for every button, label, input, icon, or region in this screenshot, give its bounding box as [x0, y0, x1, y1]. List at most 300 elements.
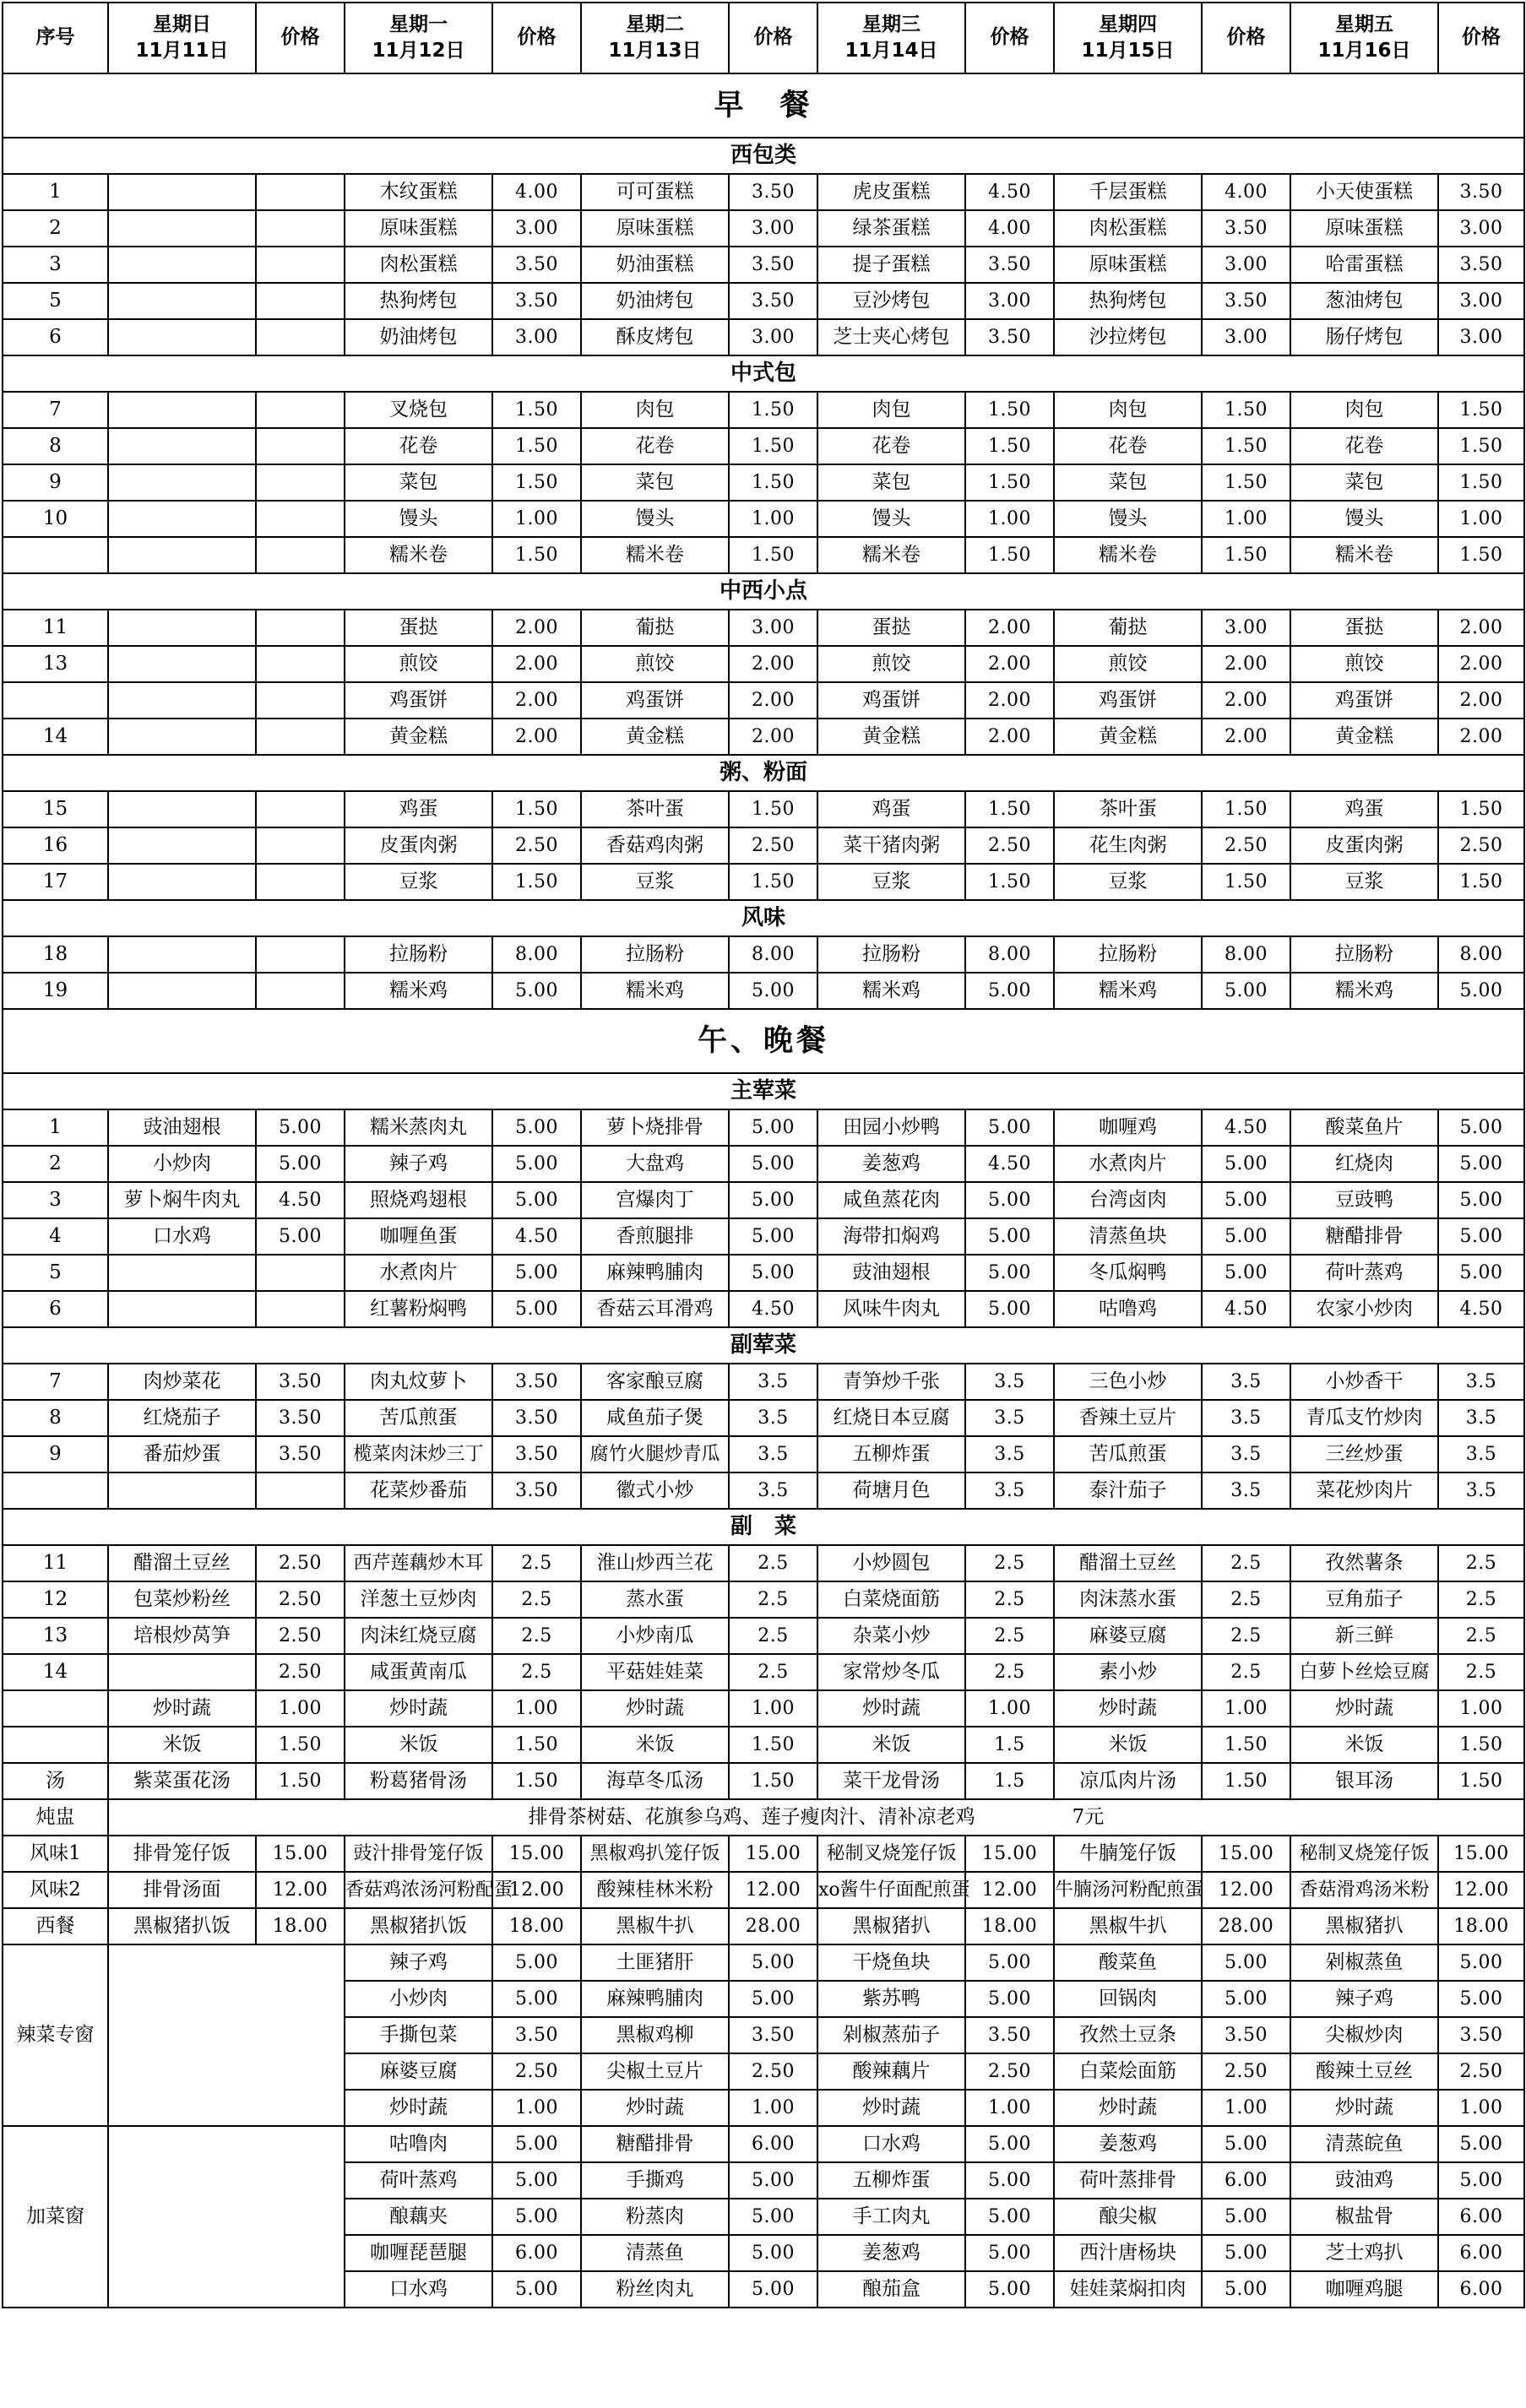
dish-cell-day2: 海草冬瓜汤 [581, 1763, 729, 1799]
price-cell-day1: 3.50 [492, 1472, 581, 1509]
price-cell-day3: 3.5 [965, 1364, 1054, 1400]
dish-cell-day1: 肉丸炆萝卜 [345, 1364, 492, 1400]
row-number: 4 [3, 1218, 108, 1255]
dish-cell-day5: 红烧肉 [1290, 1146, 1438, 1182]
group-title-row [3, 1073, 1524, 1109]
price-cell-day1: 5.00 [492, 2126, 581, 2162]
row-number: 14 [3, 1654, 108, 1690]
dish-cell-day1: 辣子鸡 [345, 1944, 492, 1981]
dish-cell-day4: 泰汁茄子 [1054, 1472, 1202, 1509]
price-cell-day1: 5.00 [492, 1109, 581, 1146]
dish-cell-day2: 炒时蔬 [581, 2090, 729, 2126]
price-cell-day3: 2.5 [965, 1618, 1054, 1654]
menu-row [3, 428, 1524, 464]
dish-cell-day4: 肉松蛋糕 [1054, 210, 1202, 247]
price-cell-day1: 3.50 [492, 283, 581, 319]
dish-cell-day0 [108, 210, 256, 247]
dish-cell-day4: 沙拉烤包 [1054, 319, 1202, 355]
dish-cell-day4: 肉包 [1054, 392, 1202, 428]
dish-cell-day1: 肉松蛋糕 [345, 247, 492, 283]
row-number: 11 [3, 610, 108, 646]
price-cell-day0 [256, 501, 345, 537]
dish-cell-day3: 口水鸡 [817, 2126, 965, 2162]
dish-cell-day5: 煎饺 [1290, 646, 1438, 682]
dish-cell-day5: 椒盐骨 [1290, 2199, 1438, 2235]
price-cell-day1: 5.00 [492, 2199, 581, 2235]
breakfast-title-row [3, 73, 1524, 138]
price-cell-day4: 2.5 [1202, 1581, 1290, 1618]
price-cell-day0 [256, 973, 345, 1009]
header-price-4: 价格 [1202, 3, 1290, 73]
price-cell-day0 [256, 537, 345, 573]
price-cell-day5: 6.00 [1438, 2271, 1524, 2308]
menu-row [3, 1291, 1524, 1327]
dish-cell-day5: 白萝卜丝烩豆腐 [1290, 1654, 1438, 1690]
price-cell-day2: 1.50 [729, 537, 817, 573]
dish-cell-day1: 奶油烤包 [345, 319, 492, 355]
dish-cell-day1: 小炒肉 [345, 1981, 492, 2017]
dish-cell-day5: 哈雷蛋糕 [1290, 247, 1438, 283]
dish-cell-day2: 馒头 [581, 501, 729, 537]
price-cell-day4: 4.50 [1202, 1291, 1290, 1327]
dish-cell-day5: 豆豉鸭 [1290, 1182, 1438, 1218]
dish-cell-day2: 米饭 [581, 1727, 729, 1763]
dish-cell-day0: 包菜炒粉丝 [108, 1581, 256, 1618]
dish-cell-day0: 培根炒莴笋 [108, 1618, 256, 1654]
dish-cell-day2: 黑椒鸡扒笼仔饭 [581, 1836, 729, 1872]
price-cell-day2: 1.00 [729, 501, 817, 537]
price-cell-day0: 5.00 [256, 1218, 345, 1255]
price-cell-day1: 2.5 [492, 1581, 581, 1618]
dish-cell-day0 [108, 464, 256, 501]
dish-cell-day4: 酿尖椒 [1054, 2199, 1202, 2235]
price-cell-day3: 3.5 [965, 1472, 1054, 1509]
price-cell-day2: 5.00 [729, 2199, 817, 2235]
dish-cell-day4: 葡挞 [1054, 610, 1202, 646]
dish-cell-day1: 咖喱琵琶腿 [345, 2235, 492, 2271]
dish-cell-day4: 姜葱鸡 [1054, 2126, 1202, 2162]
price-cell-day2: 2.00 [729, 719, 817, 755]
price-cell-day1: 2.5 [492, 1618, 581, 1654]
group-title: 风味 [3, 900, 1524, 936]
row-number: 1 [3, 174, 108, 210]
dish-cell-day4: 牛腩笼仔饭 [1054, 1836, 1202, 1872]
dish-cell-day2: 黄金糕 [581, 719, 729, 755]
menu-row [3, 464, 1524, 501]
dish-cell-day4: 拉肠粉 [1054, 936, 1202, 973]
dish-cell-day3: 田园小炒鸭 [817, 1109, 965, 1146]
dish-cell-day1: 热狗烤包 [345, 283, 492, 319]
menu-row [3, 827, 1524, 864]
day-date: 11月16日 [1317, 40, 1411, 62]
price-cell-day0: 3.50 [256, 1364, 345, 1400]
day-name: 星期四 [1099, 13, 1157, 35]
dish-cell-day4: 咖喱鸡 [1054, 1109, 1202, 1146]
dish-cell-day5: 香菇滑鸡汤米粉 [1290, 1872, 1438, 1908]
price-cell-day5: 3.00 [1438, 210, 1524, 247]
price-cell-day4: 2.00 [1202, 646, 1290, 682]
dish-cell-day1: 辣子鸡 [345, 1146, 492, 1182]
dish-cell-day5: 黑椒猪扒 [1290, 1908, 1438, 1944]
dish-cell-day5: 馒头 [1290, 501, 1438, 537]
price-cell-day3: 15.00 [965, 1836, 1054, 1872]
price-cell-day1: 1.50 [492, 791, 581, 827]
price-cell-day0 [256, 392, 345, 428]
header-day-4 [1054, 3, 1202, 73]
price-cell-day5: 1.50 [1438, 464, 1524, 501]
menu-row [3, 392, 1524, 428]
price-cell-day4: 3.5 [1202, 1472, 1290, 1509]
dish-cell-day1: 香菇鸡浓汤河粉配蛋 [345, 1872, 492, 1908]
group-title-row [3, 138, 1524, 174]
price-cell-day0 [256, 1291, 345, 1327]
day-name: 星期三 [862, 13, 920, 35]
price-cell-day1: 12.00 [492, 1872, 581, 1908]
row-number: 8 [3, 1400, 108, 1436]
dish-cell-day3: 花卷 [817, 428, 965, 464]
price-cell-day3: 5.00 [965, 2235, 1054, 2271]
price-cell-day5: 3.5 [1438, 1436, 1524, 1472]
price-cell-day1: 2.5 [492, 1654, 581, 1690]
dish-cell-day4: 西汁唐杨块 [1054, 2235, 1202, 2271]
row-number: 16 [3, 827, 108, 864]
dish-cell-day1: 麻婆豆腐 [345, 2053, 492, 2090]
price-cell-day1: 2.00 [492, 682, 581, 719]
price-cell-day0: 2.50 [256, 1618, 345, 1654]
dish-cell-day1: 西芹莲藕炒木耳 [345, 1545, 492, 1581]
day-date: 11月11日 [135, 40, 229, 62]
price-cell-day2: 5.00 [729, 1218, 817, 1255]
dish-cell-day5: 青瓜支竹炒肉 [1290, 1400, 1438, 1436]
header-day-5 [1290, 3, 1438, 73]
dish-cell-day3: 蛋挞 [817, 610, 965, 646]
price-cell-day0: 1.00 [256, 1690, 345, 1727]
dish-cell-day3: 剁椒蒸茄子 [817, 2017, 965, 2053]
group-title-row [3, 900, 1524, 936]
dish-cell-day5: 剁椒蒸鱼 [1290, 1944, 1438, 1981]
price-cell-day3: 4.00 [965, 210, 1054, 247]
row-number [3, 537, 108, 573]
spicy-window-label: 辣菜专窗 [3, 1944, 108, 2126]
dish-cell-day0 [108, 428, 256, 464]
menu-row [3, 283, 1524, 319]
dish-cell-day2: 宫爆肉丁 [581, 1182, 729, 1218]
dish-cell-day5: 菜包 [1290, 464, 1438, 501]
dish-cell-day2: 土匪猪肝 [581, 1944, 729, 1981]
row-number: 17 [3, 864, 108, 900]
price-cell-day1: 4.00 [492, 174, 581, 210]
dish-cell-day1: 荷叶蒸鸡 [345, 2162, 492, 2199]
day-name: 星期二 [626, 13, 684, 35]
price-cell-day2: 6.00 [729, 2126, 817, 2162]
dish-cell-day0: 红烧茄子 [108, 1400, 256, 1436]
group-title: 粥、粉面 [3, 755, 1524, 791]
dish-cell-day3: 肉包 [817, 392, 965, 428]
dish-cell-day0 [108, 501, 256, 537]
group-title: 西包类 [3, 138, 1524, 174]
price-cell-day2: 8.00 [729, 936, 817, 973]
dish-cell-day4: 台湾卤肉 [1054, 1182, 1202, 1218]
dish-cell-day5: 糯米鸡 [1290, 973, 1438, 1009]
row-number: 12 [3, 1581, 108, 1618]
dish-cell-day4: 清蒸鱼块 [1054, 1218, 1202, 1255]
price-cell-day4: 1.50 [1202, 428, 1290, 464]
menu-row [3, 1364, 1524, 1400]
price-cell-day4: 2.00 [1202, 682, 1290, 719]
dish-cell-day5: 酸辣土豆丝 [1290, 2053, 1438, 2090]
dish-cell-day2: 平菇娃娃菜 [581, 1654, 729, 1690]
price-cell-day5: 4.50 [1438, 1291, 1524, 1327]
menu-row [3, 1400, 1524, 1436]
price-cell-day5: 5.00 [1438, 1109, 1524, 1146]
dish-cell-day0: 米饭 [108, 1727, 256, 1763]
dish-cell-day4: 素小炒 [1054, 1654, 1202, 1690]
dish-cell-day5: 菜花炒肉片 [1290, 1472, 1438, 1509]
row-number: 3 [3, 247, 108, 283]
dish-cell-day3: 姜葱鸡 [817, 2235, 965, 2271]
price-cell-day4: 3.50 [1202, 283, 1290, 319]
group-title: 中式包 [3, 355, 1524, 392]
dish-cell-day2: 奶油蛋糕 [581, 247, 729, 283]
dish-cell-day0 [108, 283, 256, 319]
price-cell-day1: 5.00 [492, 1944, 581, 1981]
price-cell-day2: 3.00 [729, 210, 817, 247]
group-title-row [3, 1327, 1524, 1364]
dish-cell-day2: 香煎腿排 [581, 1218, 729, 1255]
dish-cell-day5: 糖醋排骨 [1290, 1218, 1438, 1255]
dish-cell-day4: 煎饺 [1054, 646, 1202, 682]
price-cell-day4: 2.5 [1202, 1618, 1290, 1654]
dish-cell-day1: 粉葛猪骨汤 [345, 1763, 492, 1799]
dish-cell-day2: 拉肠粉 [581, 936, 729, 973]
price-cell-day1: 3.50 [492, 247, 581, 283]
dish-cell-day1: 肉沫红烧豆腐 [345, 1618, 492, 1654]
dish-cell-day4: 孜然土豆条 [1054, 2017, 1202, 2053]
dish-cell-day2: 黑椒鸡柳 [581, 2017, 729, 2053]
price-cell-day4: 1.50 [1202, 791, 1290, 827]
dish-cell-day2: 客家酿豆腐 [581, 1364, 729, 1400]
price-cell-day3: 1.50 [965, 464, 1054, 501]
dish-cell-day4: 牛腩汤河粉配煎蛋 [1054, 1872, 1202, 1908]
price-cell-day2: 3.50 [729, 247, 817, 283]
dish-cell-day3: 杂菜小炒 [817, 1618, 965, 1654]
price-cell-day4: 1.00 [1202, 501, 1290, 537]
price-cell-day5: 1.50 [1438, 428, 1524, 464]
price-cell-day2: 28.00 [729, 1908, 817, 1944]
row-number: 14 [3, 719, 108, 755]
lunch-title-row [3, 1009, 1524, 1073]
price-cell-day1: 1.00 [492, 2090, 581, 2126]
dish-cell-day3: 虎皮蛋糕 [817, 174, 965, 210]
price-cell-day3: 2.00 [965, 610, 1054, 646]
extra-window-row [3, 2126, 1524, 2162]
dish-cell-day5: 咖喱鸡腿 [1290, 2271, 1438, 2308]
menu-row [3, 1618, 1524, 1654]
price-cell-day4: 3.5 [1202, 1364, 1290, 1400]
price-cell-day1: 1.50 [492, 428, 581, 464]
price-cell-day2: 5.00 [729, 1255, 817, 1291]
dish-cell-day3: 咸鱼蒸花肉 [817, 1182, 965, 1218]
menu-row [3, 1581, 1524, 1618]
price-cell-day5: 5.00 [1438, 1218, 1524, 1255]
dish-cell-day3: 米饭 [817, 1727, 965, 1763]
group-title: 副荤菜 [3, 1327, 1524, 1364]
dish-cell-day2: 粉蒸肉 [581, 2199, 729, 2235]
dish-cell-day2: 香菇鸡肉粥 [581, 827, 729, 864]
row-number: 5 [3, 283, 108, 319]
price-cell-day5: 3.00 [1438, 283, 1524, 319]
dish-cell-day4: 咕噜鸡 [1054, 1291, 1202, 1327]
dish-cell-day2: 葡挞 [581, 610, 729, 646]
dish-cell-day5: 农家小炒肉 [1290, 1291, 1438, 1327]
dish-cell-day2: 糖醋排骨 [581, 2126, 729, 2162]
price-cell-day4: 2.50 [1202, 2053, 1290, 2090]
price-cell-day4: 5.00 [1202, 1182, 1290, 1218]
price-cell-day0: 18.00 [256, 1908, 345, 1944]
price-cell-day4: 3.00 [1202, 319, 1290, 355]
price-cell-day4: 1.50 [1202, 1763, 1290, 1799]
dish-cell-day5: 皮蛋肉粥 [1290, 827, 1438, 864]
dish-cell-day1: 黑椒猪扒饭 [345, 1908, 492, 1944]
price-cell-day3: 3.5 [965, 1436, 1054, 1472]
price-cell-day2: 1.50 [729, 1727, 817, 1763]
price-cell-day3: 5.00 [965, 1182, 1054, 1218]
price-cell-day5: 6.00 [1438, 2235, 1524, 2271]
price-cell-day5: 2.5 [1438, 1581, 1524, 1618]
price-cell-day2: 1.50 [729, 791, 817, 827]
menu-row [3, 646, 1524, 682]
price-cell-day2: 1.50 [729, 464, 817, 501]
price-cell-day5: 1.50 [1438, 864, 1524, 900]
price-cell-day4: 5.00 [1202, 1146, 1290, 1182]
price-cell-day5: 5.00 [1438, 973, 1524, 1009]
price-cell-day2: 3.5 [729, 1436, 817, 1472]
price-cell-day5: 1.00 [1438, 501, 1524, 537]
dish-cell-day2: 炒时蔬 [581, 1690, 729, 1727]
price-cell-day2: 1.00 [729, 1690, 817, 1727]
menu-row [3, 319, 1524, 355]
dish-cell-day0 [108, 610, 256, 646]
price-cell-day5: 5.00 [1438, 1944, 1524, 1981]
group-title: 副 菜 [3, 1509, 1524, 1545]
dish-cell-day5: 秘制叉烧笼仔饭 [1290, 1836, 1438, 1872]
day-name: 星期日 [153, 13, 211, 35]
group-title-row [3, 755, 1524, 791]
dish-cell-day4: 三色小炒 [1054, 1364, 1202, 1400]
price-cell-day3: 1.00 [965, 2090, 1054, 2126]
price-cell-day4: 4.50 [1202, 1109, 1290, 1146]
dish-cell-day3: 手工肉丸 [817, 2199, 965, 2235]
dish-cell-day3: 鸡蛋饼 [817, 682, 965, 719]
dish-cell-day4: 凉瓜肉片汤 [1054, 1763, 1202, 1799]
soup-row [3, 1763, 1524, 1799]
price-cell-day0 [256, 210, 345, 247]
header-price-5: 价格 [1438, 3, 1524, 73]
row-number: 18 [3, 936, 108, 973]
dish-cell-day2: 花卷 [581, 428, 729, 464]
price-cell-day1: 18.00 [492, 1908, 581, 1944]
dish-cell-day3: 酿茄盒 [817, 2271, 965, 2308]
price-cell-day4: 3.5 [1202, 1400, 1290, 1436]
price-cell-day3: 1.00 [965, 501, 1054, 537]
dish-cell-day3: 风味牛肉丸 [817, 1291, 965, 1327]
dish-cell-day3: 糯米卷 [817, 537, 965, 573]
price-cell-day4: 1.50 [1202, 864, 1290, 900]
dish-cell-day1: 咸蛋黄南瓜 [345, 1654, 492, 1690]
price-cell-day0: 4.50 [256, 1182, 345, 1218]
menu-row [3, 1654, 1524, 1690]
menu-row [3, 864, 1524, 900]
day-date: 11月14日 [844, 40, 938, 62]
dish-cell-day4: 醋溜土豆丝 [1054, 1545, 1202, 1581]
menu-row [3, 791, 1524, 827]
header-price-2: 价格 [729, 3, 817, 73]
dish-cell-day1: 皮蛋肉粥 [345, 827, 492, 864]
price-cell-day4: 5.00 [1202, 1944, 1290, 1981]
group-title-row [3, 573, 1524, 610]
group-title: 主荤菜 [3, 1073, 1524, 1109]
dish-cell-day1: 口水鸡 [345, 2271, 492, 2308]
price-cell-day1: 6.00 [492, 2235, 581, 2271]
dish-cell-day1: 蛋挞 [345, 610, 492, 646]
price-cell-day0: 1.50 [256, 1763, 345, 1799]
stew-row [3, 1799, 1524, 1836]
spicy-window-row [3, 1944, 1524, 1981]
dish-cell-day5: 银耳汤 [1290, 1763, 1438, 1799]
dish-cell-day1: 馒头 [345, 501, 492, 537]
price-cell-day1: 2.00 [492, 646, 581, 682]
price-cell-day4: 2.50 [1202, 827, 1290, 864]
price-cell-day5: 5.00 [1438, 2126, 1524, 2162]
price-cell-day4: 6.00 [1202, 2162, 1290, 2199]
menu-row [3, 719, 1524, 755]
price-cell-day0 [256, 319, 345, 355]
price-cell-day5: 5.00 [1438, 2162, 1524, 2199]
dish-cell-day0: 萝卜焖牛肉丸 [108, 1182, 256, 1218]
price-cell-day5: 2.5 [1438, 1545, 1524, 1581]
dish-cell-day5: 清蒸皖鱼 [1290, 2126, 1438, 2162]
dish-cell-day1: 糯米蒸肉丸 [345, 1109, 492, 1146]
price-cell-day1: 3.50 [492, 1364, 581, 1400]
price-cell-day2: 1.50 [729, 864, 817, 900]
dish-cell-day0: 炒时蔬 [108, 1690, 256, 1727]
price-cell-day0: 2.50 [256, 1545, 345, 1581]
menu-row [3, 537, 1524, 573]
price-cell-day3: 2.50 [965, 2053, 1054, 2090]
dish-cell-day4: 米饭 [1054, 1727, 1202, 1763]
price-cell-day0: 3.50 [256, 1436, 345, 1472]
price-cell-day2: 5.00 [729, 1182, 817, 1218]
dish-cell-day3: 拉肠粉 [817, 936, 965, 973]
price-cell-day5: 2.00 [1438, 610, 1524, 646]
menu-row [3, 1146, 1524, 1182]
dish-cell-day3: 家常炒冬瓜 [817, 1654, 965, 1690]
menu-row [3, 682, 1524, 719]
dish-cell-day0: 肉炒菜花 [108, 1364, 256, 1400]
price-cell-day1: 2.50 [492, 2053, 581, 2090]
dish-cell-day0 [108, 1291, 256, 1327]
dish-cell-day1: 木纹蛋糕 [345, 174, 492, 210]
row-number: 9 [3, 1436, 108, 1472]
group-title-row [3, 355, 1524, 392]
row-number [3, 1690, 108, 1727]
dish-cell-day1: 手撕包菜 [345, 2017, 492, 2053]
dish-cell-day3: 红烧日本豆腐 [817, 1400, 965, 1436]
price-cell-day3: 5.00 [965, 1109, 1054, 1146]
dish-cell-day0 [108, 1255, 256, 1291]
dish-cell-day1: 鸡蛋 [345, 791, 492, 827]
price-cell-day2: 2.50 [729, 2053, 817, 2090]
